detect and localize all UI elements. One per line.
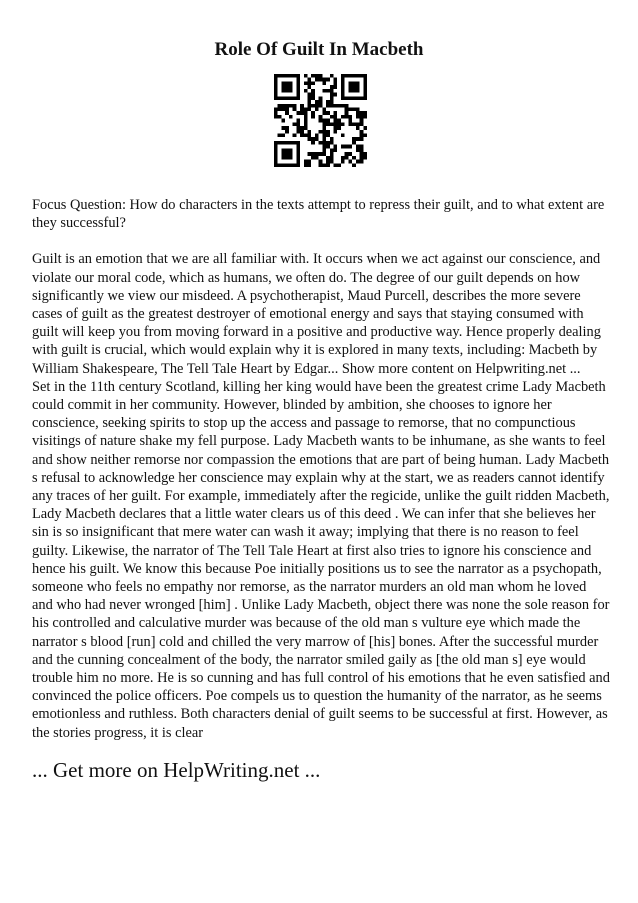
document-body: [32, 196, 610, 742]
paragraph-intro: Guilt is an emotion that we are all familiar with. It occurs when we act against our conscience, and violate our moral code, which as humans, we often do. The degree of our guilt depends on how significantly we view our misdeed. A psychotherapist, Maud Purcell, describes the more severe cases of guilt as the greatest destroyer of emotional energy and says that staying consumed with guilt will keep you from moving forward in a positive and productive way. Hence properly dealing with guilt is crucial, which would explain why it is explored in many texts, including: Macbeth by William Shakespeare, The Tell Tale Heart by Edgar... Show more content on Helpwriting.net ...: [32, 251, 601, 377]
paragraph-analysis: Set in the 11th century Scotland, killing her king would have been the greatest crime Lady Macbeth could commit in her community. However, blinded by ambition, she chooses to ignore her conscience, seeking spirits to stop up the access and passage to remorse, that no compunctious visitings of nature shake my fell purpose. Lady Macbeth wants to be inhumane, as she wants to feel and show neither remorse nor compassion the emotions that are part of being human. Lady Macbeth s refusal to acknowledge her conscience may explain why at the start, we as readers cannot identify any traces of her guilt. For example, immediately after the regicide, unlike the guilt ridden Macbeth, Lady Macbeth declares that a little water clears us of this deed . We can infer that she believes her sin is so insignificant that mere water can wash it away; implying that there is no reason to feel guilty. Likewise, the narrator of The Tell Tale Heart at first also tries to ignore his conscience and hence his guilt. We know this because Poe initially positions us to see the narrator as a psychopath, someone who feels no empathy nor remorse, as the narrator murders an old man whom he loved and who had never wronged [him] . Unlike Lady Macbeth, object there was none the sole reason for his controlled and calculative murder was because of the old man s vulture eye which made the narrator s blood [run] cold and chilled the very marrow of [his] bones. After the successful murder and the cunning concealment of the body, the narrator smiled gaily as [the old man s] eye would trouble him no more. He is so cunning and has full control of his emotions that he even satisfied and convinced the police officers. Poe compels us to question the humanity of the narrator, as he seems emotionless and ruthless. Both characters denial of guilt seems to be successful at first. However, as the stories progress, it is clear: [32, 378, 610, 741]
document-title: Role Of Guilt In Macbeth: [214, 39, 424, 60]
focus-question: Focus Question: How do characters in the texts attempt to repress their guilt, and to what extent are they successful?: [32, 197, 605, 232]
get-more-link[interactable]: ... Get more on HelpWriting.net ...: [32, 758, 321, 782]
qr-code-icon: [274, 74, 367, 167]
